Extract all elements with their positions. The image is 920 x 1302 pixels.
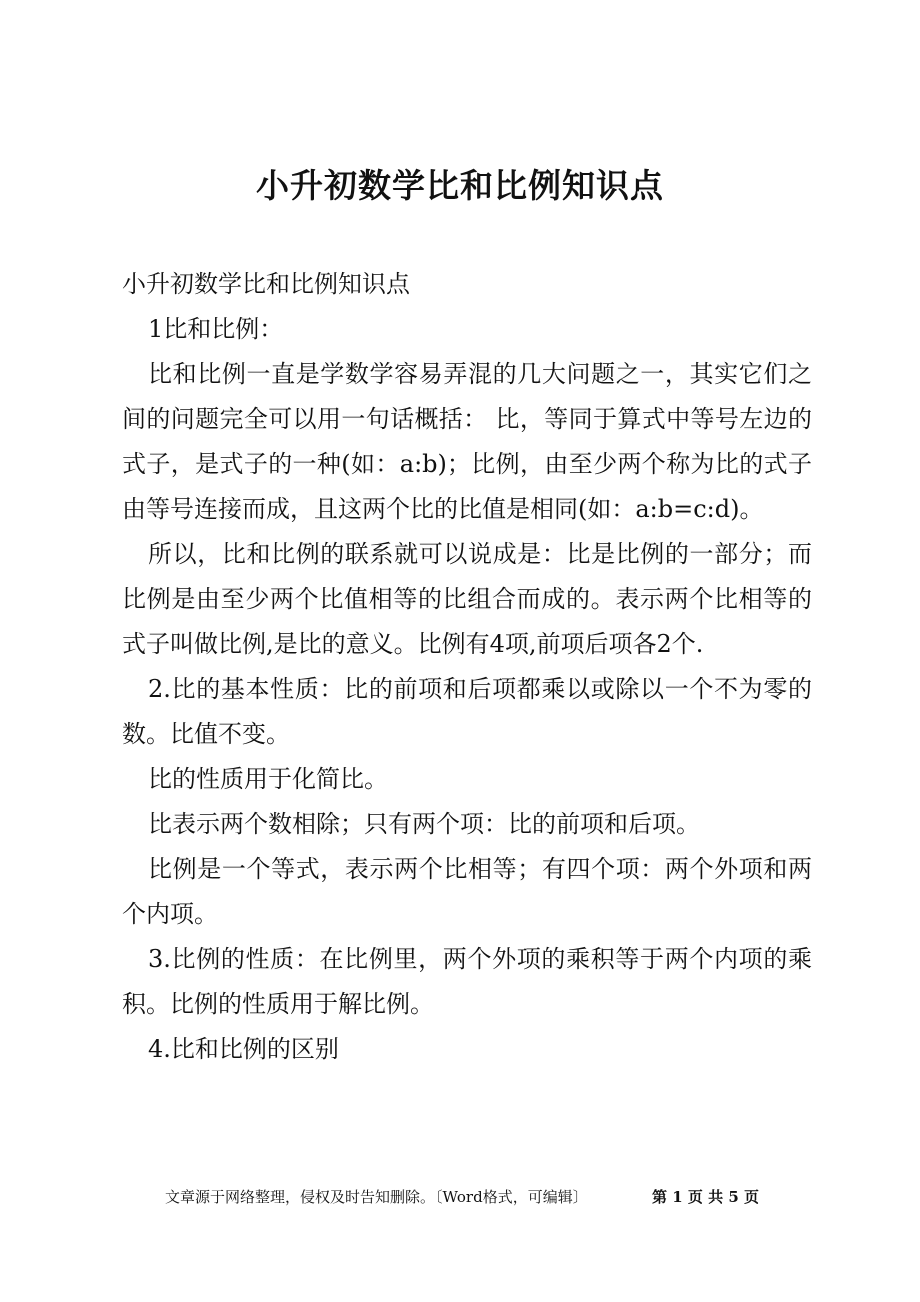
paragraph: 比表示两个数相除；只有两个项：比的前项和后项。: [148, 810, 700, 838]
footer-note: 文章源于网络整理，侵权及时告知删除。〔Word格式，可编辑〕: [165, 1188, 588, 1206]
document-title: 小升初数学比和比例知识点: [256, 166, 664, 205]
document-body: [122, 262, 812, 1072]
paragraph-section-1: 1比和比例：: [148, 315, 284, 343]
paragraph: 比的性质用于化简比。: [148, 765, 388, 793]
paragraph-heading: 小升初数学比和比例知识点: [122, 270, 410, 298]
paragraph: 所以，比和比例的联系就可以说成是：比是比例的一部分；而比例是由至少两个比值相等的比组合而成的。表示两个比相等的式子叫做比例,是比的意义。比例有4项,前项后项各2个.: [122, 540, 812, 658]
paragraph-section-2: 2.比的基本性质：比的前项和后项都乘以或除以一个不为零的数。比值不变。: [122, 675, 812, 748]
page-number: 第 1 页 共 5 页: [652, 1188, 759, 1206]
paragraph-section-4: 4.比和比例的区别: [148, 1035, 339, 1063]
paragraph-section-3: 3.比例的性质：在比例里，两个外项的乘积等于两个内项的乘积。比例的性质用于解比例。: [122, 945, 812, 1018]
page-footer: [0, 1186, 920, 1208]
paragraph: 比例是一个等式，表示两个比相等；有四个项：两个外项和两个内项。: [122, 855, 812, 928]
paragraph: 比和比例一直是学数学容易弄混的几大问题之一，其实它们之间的问题完全可以用一句话概括： 比，等同于算式中等号左边的式子，是式子的一种(如：a:b)；比例，由至少两个称为比的式子由等号连接而成，且这两个比的比值是相同(如：a:b=c:d)。: [122, 360, 812, 523]
